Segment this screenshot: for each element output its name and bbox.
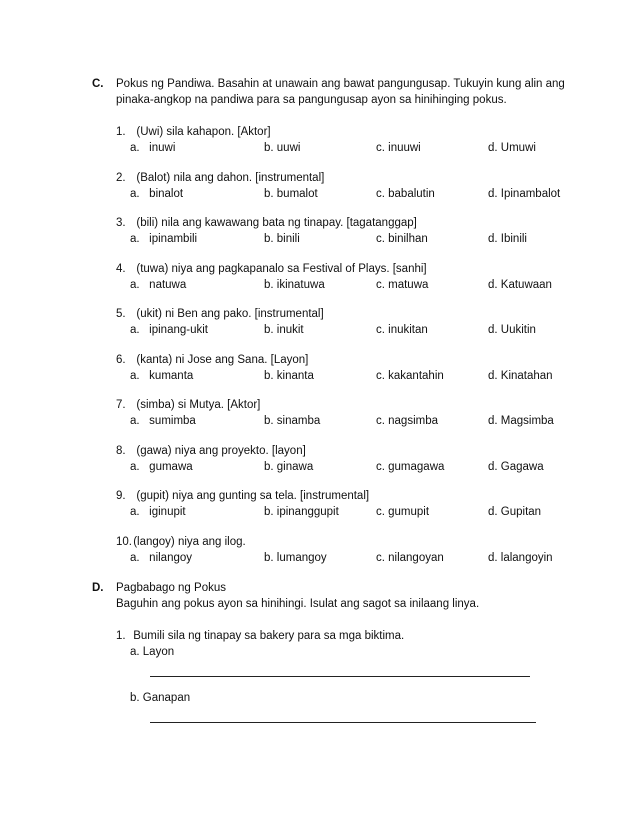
question-5 [116, 306, 576, 322]
answer-line-layon[interactable] [150, 676, 530, 677]
question-number: 5. [116, 308, 126, 320]
choice-d[interactable]: d. Magsimba [488, 415, 554, 427]
choices-row [130, 231, 590, 247]
choice-c[interactable]: c. inuuwi [376, 142, 421, 154]
choice-d[interactable]: d. Kinatahan [488, 370, 553, 382]
choice-c[interactable]: c. nilangoyan [376, 552, 444, 564]
question-3 [116, 215, 576, 231]
question-10 [116, 534, 576, 550]
choice-a[interactable]: a. gumawa [130, 461, 193, 473]
question-6 [116, 352, 576, 368]
question-8 [116, 443, 576, 459]
section-d-instruction: Baguhin ang pokus ayon sa hinihingi. Isulat ang sagot sa inilaang linya. [116, 598, 480, 610]
question-number: 2. [116, 172, 126, 184]
section-c-instruction-line1: Pokus ng Pandiwa. Basahin at unawain ang bawat pangungusap. Tukuyin kung alin ang [116, 78, 565, 90]
sub-item-layon: a. Layon [130, 646, 175, 658]
section-c-letter: C. [92, 78, 104, 90]
choice-c[interactable]: c. nagsimba [376, 415, 439, 427]
choice-a[interactable]: a. kumanta [130, 370, 194, 382]
question-2 [116, 170, 576, 186]
choice-a[interactable]: a. natuwa [130, 279, 187, 291]
choice-b[interactable]: b. binili [264, 233, 300, 245]
choice-b[interactable]: b. lumangoy [264, 552, 327, 564]
section-d-letter: D. [92, 582, 104, 594]
question-text: (simba) si Mutya. [Aktor] [136, 399, 261, 411]
choice-b[interactable]: b. uuwi [264, 142, 301, 154]
choice-b[interactable]: b. kinanta [264, 370, 314, 382]
choice-c[interactable]: c. kakantahin [376, 370, 444, 382]
choice-d[interactable]: d. Gagawa [488, 461, 544, 473]
question-text: (gupit) niya ang gunting sa tela. [instrumental] [136, 490, 370, 502]
question-4 [116, 261, 576, 277]
choice-c[interactable]: c. inukitan [376, 324, 428, 336]
choice-c[interactable]: c. gumupit [376, 506, 430, 518]
choice-a[interactable]: a. binalot [130, 188, 184, 200]
choices-row [130, 140, 590, 156]
choices-row [130, 277, 590, 293]
choice-a[interactable]: a. ipinang-ukit [130, 324, 208, 336]
choice-d[interactable]: d. Ibinili [488, 233, 527, 245]
question-number: 8. [116, 445, 126, 457]
choice-a[interactable]: a. inuwi [130, 142, 176, 154]
question-number: 3. [116, 217, 126, 229]
question-text: (Balot) nila ang dahon. [instrumental] [136, 172, 325, 184]
question-9 [116, 488, 576, 504]
question-number: 4. [116, 263, 126, 275]
question-number: 1. [116, 630, 126, 642]
choices-row [130, 550, 590, 566]
choice-d[interactable]: d. Gupitan [488, 506, 542, 518]
question-text: (gawa) niya ang proyekto. [layon] [136, 445, 306, 457]
question-text: Bumili sila ng tinapay sa bakery para sa mga biktima. [133, 630, 405, 642]
question-number: 10. [116, 536, 132, 548]
choice-a[interactable]: a. ipinambili [130, 233, 198, 245]
choice-c[interactable]: c. matuwa [376, 279, 429, 291]
section-d-question [116, 628, 576, 644]
section-c-instruction-line2: pinaka-angkop na pandiwa para sa pangungusap ayon sa hinihinging pokus. [116, 94, 507, 106]
section-d-title: Pagbabago ng Pokus [116, 582, 226, 594]
choice-b[interactable]: b. ikinatuwa [264, 279, 325, 291]
choices-row [130, 459, 590, 475]
choice-d[interactable]: d. Katuwaan [488, 279, 552, 291]
answer-line-ganapan[interactable] [150, 722, 536, 723]
question-text: (tuwa) niya ang pagkapanalo sa Festival of Plays. [sanhi] [136, 263, 427, 275]
question-7 [116, 397, 576, 413]
sub-item-ganapan: b. Ganapan [130, 692, 191, 704]
question-text: (kanta) ni Jose ang Sana. [Layon] [136, 354, 309, 366]
question-text: (ukit) ni Ben ang pako. [instrumental] [136, 308, 324, 320]
question-number: 9. [116, 490, 126, 502]
choice-d[interactable]: d. Umuwi [488, 142, 536, 154]
choice-a[interactable]: a. nilangoy [130, 552, 193, 564]
choices-row [130, 504, 590, 520]
choice-c[interactable]: c. babalutin [376, 188, 435, 200]
choice-d[interactable]: d. Ipinambalot [488, 188, 561, 200]
choice-b[interactable]: b. inukit [264, 324, 304, 336]
question-text: (Uwi) sila kahapon. [Aktor] [136, 126, 271, 138]
choice-c[interactable]: c. binilhan [376, 233, 428, 245]
question-number: 1. [116, 126, 126, 138]
choices-row [130, 413, 590, 429]
question-1 [116, 124, 576, 140]
choice-c[interactable]: c. gumagawa [376, 461, 445, 473]
choice-b[interactable]: b. ipinanggupit [264, 506, 339, 518]
question-text: (langoy) niya ang ilog. [133, 536, 246, 548]
choice-b[interactable]: b. bumalot [264, 188, 318, 200]
question-number: 6. [116, 354, 126, 366]
choices-row [130, 368, 590, 384]
choices-row [130, 322, 590, 338]
choice-d[interactable]: d. lalangoyin [488, 552, 553, 564]
question-number: 7. [116, 399, 126, 411]
choice-a[interactable]: a. iginupit [130, 506, 186, 518]
choices-row [130, 186, 590, 202]
question-text: (bili) nila ang kawawang bata ng tinapay. [tagatanggap] [136, 217, 417, 229]
choice-d[interactable]: d. Uukitin [488, 324, 536, 336]
choice-b[interactable]: b. ginawa [264, 461, 314, 473]
choice-a[interactable]: a. sumimba [130, 415, 196, 427]
choice-b[interactable]: b. sinamba [264, 415, 321, 427]
